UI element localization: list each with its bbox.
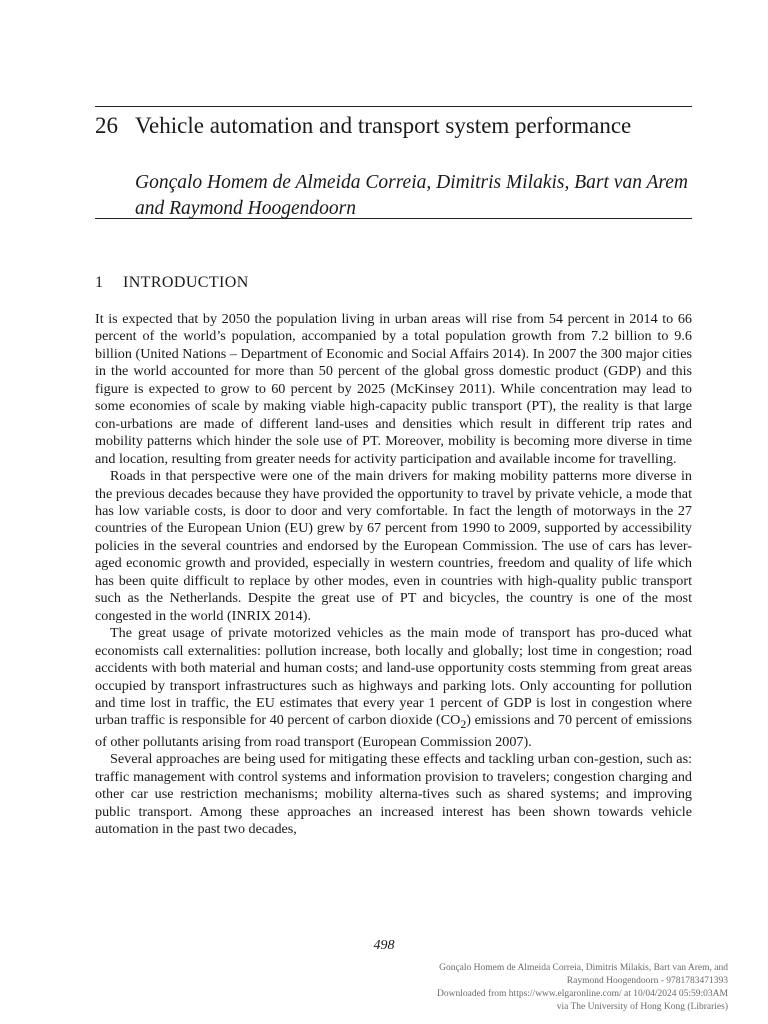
chapter-bottom-rule [95,218,692,219]
download-footer [398,962,728,1014]
chapter-top-rule [95,106,692,107]
chapter-authors: Gonçalo Homem de Almeida Correia, Dimitris Milakis, Bart van Arem and Raymond Hoogendoorn [135,172,688,219]
chapter-number: 26 [95,113,118,138]
page-number: 498 [373,938,395,953]
paragraph: Several approaches are being used for mitigating these effects and tackling urban con-gestion, such as: traffic management with control systems and information provision to travelers; congestion charging and other car use restriction mechanisms; mobility alterna-tives such as shared systems; and improving public transport. Among these approaches an increased interest has been shown towards vehicle automation in the past two decades, [95,751,692,837]
paragraph-text: The great usage of private motorized vehicles as the main mode of transport has pro-duced what economists call externalities: pollution increase, both locally and globally; lost time in congestion; road accidents with both material and human costs; and land-use opportunity costs stemming from great areas occupied by transport infrastructures such as highways and parking lots. Only accounting for pollution and time lost in traffic, the EU estimates that every year 1 percent of GDP is lost in congestion where urban traffic is responsible for 40 percent of carbon dioxide (CO [95,625,692,729]
subscript: 2 [460,717,467,732]
section-heading [95,272,249,294]
body-text [95,311,692,838]
section-number: 1 [95,274,104,291]
paragraph: Roads in that perspective were one of the main drivers for making mobility patterns more diverse in the previous decades because they have provided the opportunity to travel by private vehicle, a mode that has low variable costs, is door to door and very comfortable. In fact the length of motorways in the 27 countries of the European Union (EU) grew by 67 percent from 1990 to 2009, supported by accessibility policies in the several countries and endorsed by the European Commission. The use of cars has lever-aged economic growth and provided, especially in western countries, freedom and quality of life which has been quite difficult to replace by other modes, even in countries with high-quality public transport such as the Netherlands. Despite the great use of PT and bicycles, the country is one of the most congested in the world (INRIX 2014). [95,468,692,624]
footer-line: via The University of Hong Kong (Libraries) [556,1002,728,1012]
chapter-title: Vehicle automation and transport system performance [135,113,632,138]
paragraph [95,625,692,751]
paragraph: It is expected that by 2050 the population living in urban areas will rise from 54 percent in 2014 to 66 percent of the world’s population, accompanied by a total population growth from 7.2 billion to 9.6 billion (United Nations – Department of Economic and Social Affairs 2014). In 2007 the 300 major cities in the world accounted for more than 50 percent of the global gross domestic product (GDP) and this figure is expected to grow to 60 percent by 2025 (McKinsey 2011). While concentration may lead to some economies of scale by making viable high-capacity public transport (PT), the reality is that large con-urbations are made of different land-uses and densities which result in different trip rates and mobility patterns which hinder the sole use of PT. Moreover, mobility is becoming more diverse in time and location, resulting from greater needs for activity participation and available income for travelling. [95,311,692,467]
section-title: INTRODUCTION [123,274,249,291]
paragraph-text: ) emissions and 70 percent of emissions of other pollutants arising from road transport (European Commission 2007). [95,712,692,750]
footer-line: Downloaded from https://www.elgaronline.com/ at 10/04/2024 05:59:03AM [437,989,728,999]
footer-line: Gonçalo Homem de Almeida Correia, Dimitris Milakis, Bart van Arem, and [439,963,728,973]
footer-line: Raymond Hoogendoorn - 9781783471393 [566,976,728,986]
